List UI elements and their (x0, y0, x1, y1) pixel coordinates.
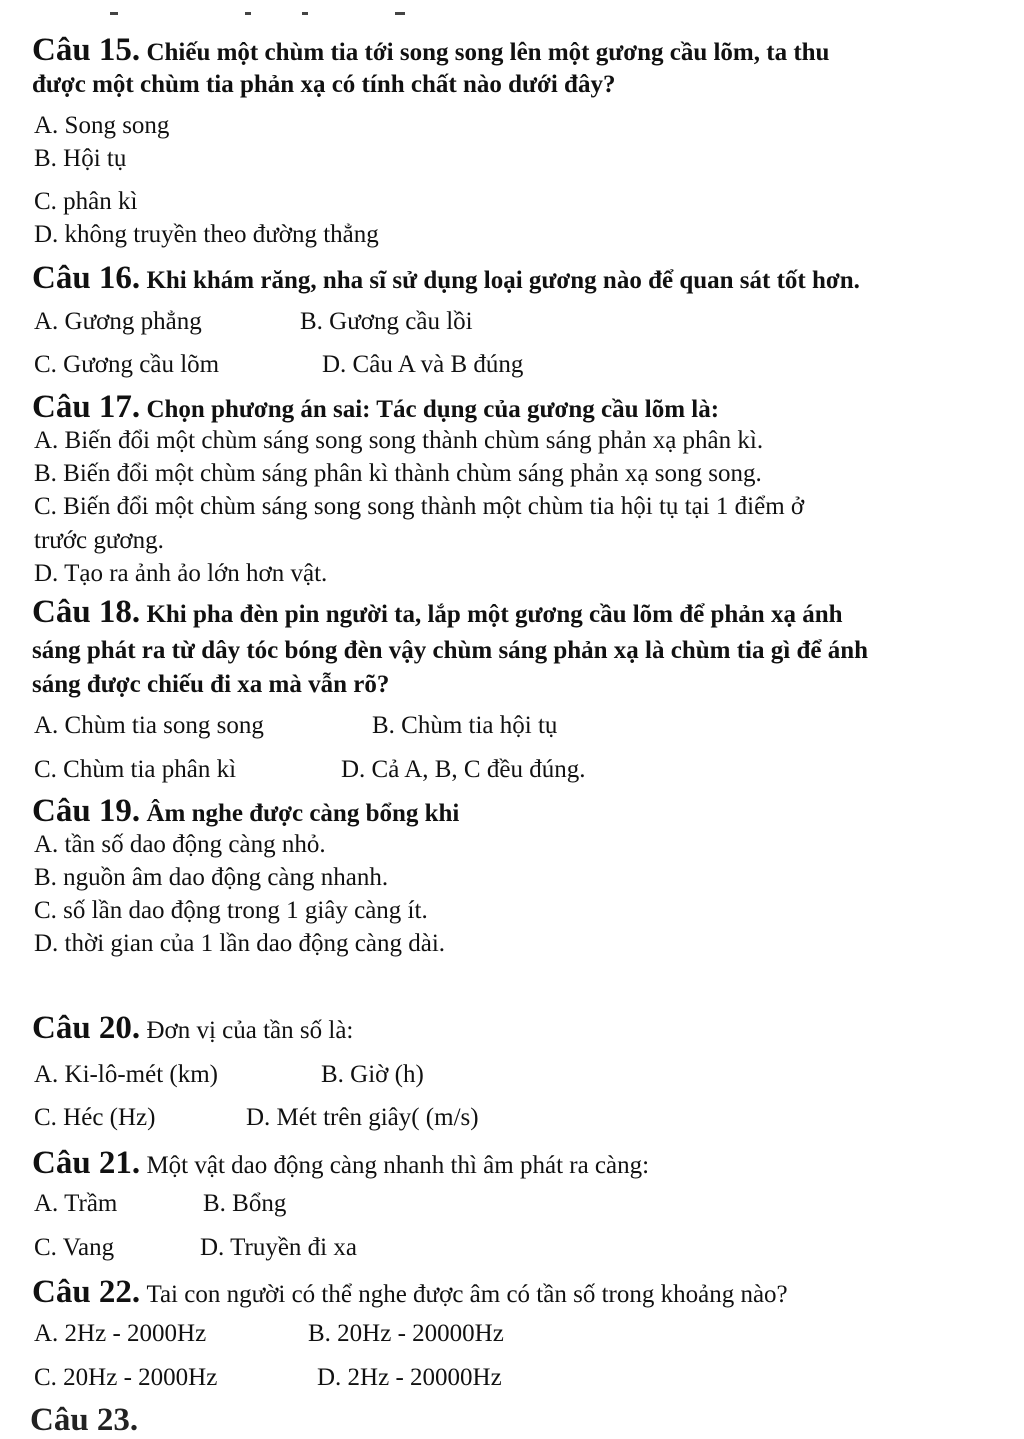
option-d: D. 2Hz - 20000Hz (317, 1364, 502, 1391)
option-a: A. Ki-lô-mét (km) (34, 1061, 218, 1088)
question-text: Khi khám răng, nha sĩ sử dụng loại gương nào để quan sát tốt hơn. (146, 267, 860, 294)
question-text: Một vật dao động càng nhanh thì âm phát ra càng: (146, 1152, 650, 1179)
question-text: Chiếu một chùm tia tới song song lên một gương cầu lõm, ta thu (146, 39, 830, 66)
question-18-text-cont2: sáng được chiếu đi xa mà vẫn rõ? (32, 671, 390, 698)
question-number: Câu 22. (32, 1274, 141, 1310)
option-c: C. số lần dao động trong 1 giây càng ít. (34, 897, 428, 924)
option-d: D. Truyền đi xa (200, 1234, 357, 1261)
option-c: C. Vang (34, 1234, 115, 1261)
option-d: D. Cả A, B, C đều đúng. (341, 756, 586, 783)
question-text: Đơn vị của tần số là: (146, 1017, 354, 1044)
option-b: B. Giờ (h) (321, 1061, 424, 1088)
option-a: A. 2Hz - 2000Hz (34, 1320, 207, 1347)
option-d: D. Tạo ra ảnh ảo lớn hơn vật. (34, 560, 328, 587)
option-a: A. Song song (34, 112, 170, 139)
question-17-title (32, 391, 719, 424)
question-number: Câu 16. (32, 260, 141, 296)
option-c: C. Héc (Hz) (34, 1104, 156, 1131)
option-a: A. Gương phẳng (34, 308, 202, 335)
option-c-cont: trước gương. (34, 527, 164, 554)
question-text: Âm nghe được càng bổng khi (146, 800, 460, 827)
option-d: D. Câu A và B đúng (322, 351, 524, 378)
cropped-top-line (0, 0, 1024, 16)
question-19-title (32, 795, 459, 828)
option-b: B. 20Hz - 20000Hz (308, 1320, 504, 1347)
option-c: C. Biến đổi một chùm sáng song song thành một chùm tia hội tụ tại 1 điểm ở (34, 493, 805, 520)
question-number: Câu 15. (32, 32, 141, 68)
option-b: B. Chùm tia hội tụ (372, 712, 558, 739)
question-number: Câu 17. (32, 389, 141, 425)
option-b: B. Gương cầu lồi (300, 308, 473, 335)
question-21-title (32, 1147, 649, 1180)
option-c: C. Gương cầu lõm (34, 351, 220, 378)
question-15-text-cont: được một chùm tia phản xạ có tính chất nào dưới đây? (32, 71, 616, 98)
option-c: C. phân kì (34, 188, 138, 215)
question-15-title (32, 34, 829, 67)
option-b: B. Biến đổi một chùm sáng phân kì thành chùm sáng phản xạ song song. (34, 460, 762, 487)
question-number: Câu 20. (32, 1010, 141, 1046)
question-text: Khi pha đèn pin người ta, lắp một gương cầu lõm để phản xạ ánh (146, 601, 843, 628)
question-text: Chọn phương án sai: Tác dụng của gương cầu lõm là: (146, 396, 720, 423)
option-b: B. Bổng (203, 1190, 287, 1217)
question-16-title (32, 262, 860, 295)
option-d: D. Mét trên giây( (m/s) (246, 1104, 479, 1131)
question-text: Tai con người có thể nghe được âm có tần số trong khoảng nào? (146, 1281, 788, 1308)
option-b: B. nguồn âm dao động càng nhanh. (34, 864, 389, 891)
question-23-partial: Câu 23. (30, 1402, 139, 1438)
option-d: D. không truyền theo đường thẳng (34, 221, 379, 248)
question-number: Câu 21. (32, 1145, 141, 1181)
question-20-title (32, 1012, 353, 1045)
option-a: A. Biến đổi một chùm sáng song song thành chùm sáng phản xạ phân kì. (34, 427, 764, 454)
question-18-text-cont: sáng phát ra từ dây tóc bóng đèn vậy chùm sáng phản xạ là chùm tia gì để ánh (32, 637, 868, 664)
question-18-title (32, 596, 843, 629)
option-a: A. Chùm tia song song (34, 712, 264, 739)
option-a: A. Trầm (34, 1190, 118, 1217)
question-number: Câu 18. (32, 594, 141, 630)
option-d: D. thời gian của 1 lần dao động càng dài. (34, 930, 446, 957)
option-c: C. Chùm tia phân kì (34, 756, 237, 783)
option-a: A. tần số dao động càng nhỏ. (34, 831, 326, 858)
question-22-title (32, 1276, 788, 1309)
option-c: C. 20Hz - 2000Hz (34, 1364, 218, 1391)
option-b: B. Hội tụ (34, 145, 127, 172)
question-number: Câu 19. (32, 793, 141, 829)
